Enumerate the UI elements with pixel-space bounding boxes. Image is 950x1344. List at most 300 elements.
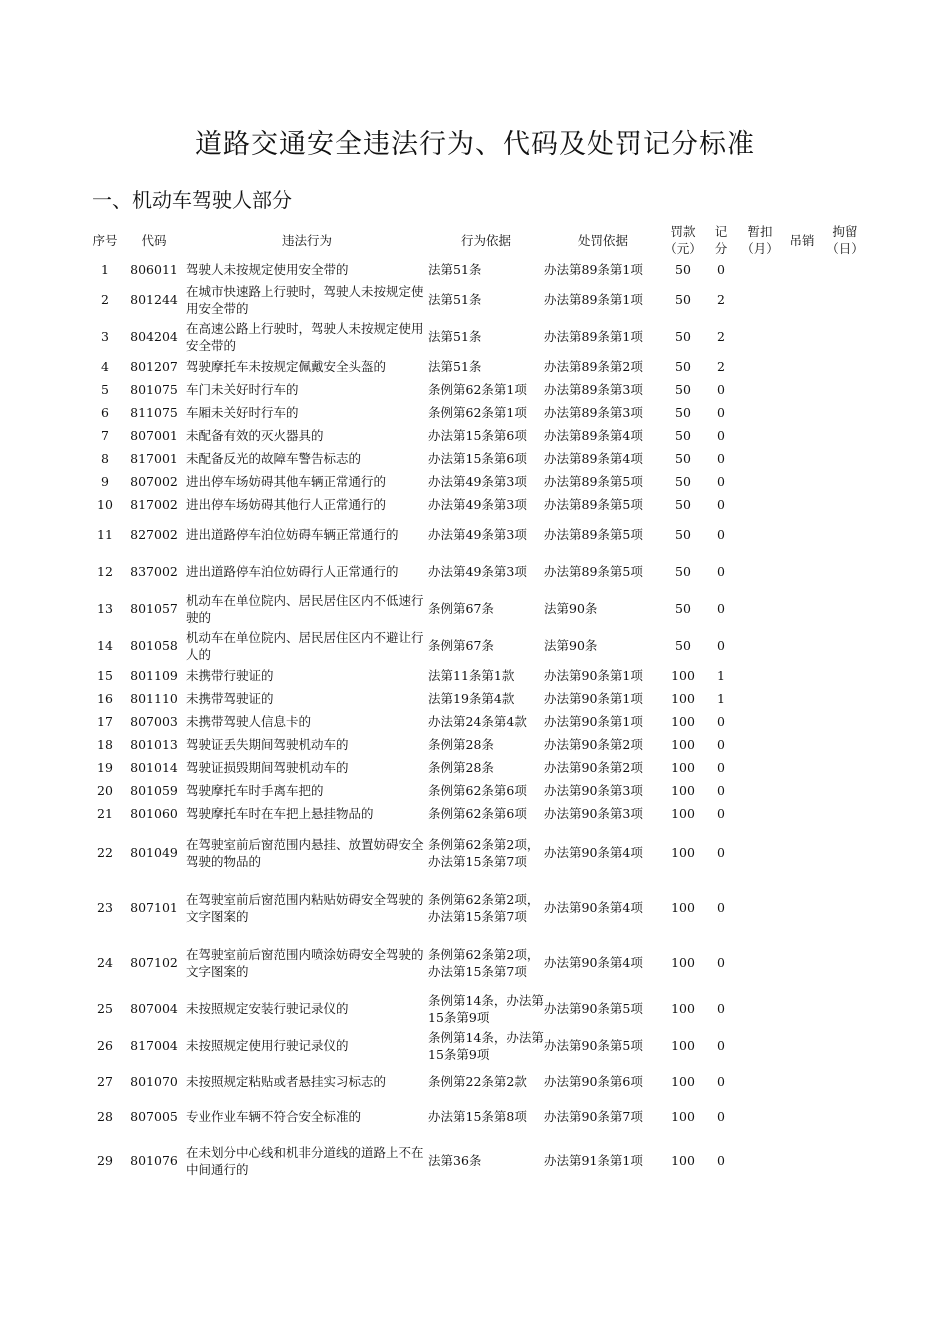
cell-basis: 条例第67条 [428,638,494,653]
cell-code: 801057 [130,601,178,616]
cell-detain [822,710,868,733]
table-row [88,627,868,664]
cell-basis: 办法第15条第6项 [428,428,527,443]
table-header-row [88,222,868,258]
cell-penalty: 法第90条 [544,601,598,616]
cell-fine: 100 [671,760,695,775]
cell-detain [822,825,868,880]
cell-act: 在驾驶室前后窗范围内粘贴妨碍安全驾驶的文字图案的 [186,891,424,924]
cell-points: 0 [717,405,725,420]
cell-code: 801244 [130,292,178,307]
table-row [88,880,868,935]
header-act: 违法行为 [281,232,332,248]
cell-basis: 条例第22条第2款 [428,1073,527,1089]
cell-penalty: 办法第90条第4项 [544,955,643,970]
cell-fine: 50 [675,359,691,374]
table-row [88,733,868,756]
cell-act: 未按照规定安装行驶记录仪的 [186,1001,349,1016]
cell-penalty: 办法第90条第7项 [544,1109,643,1124]
cell-suspend [738,553,782,590]
cell-basis: 法第51条 [428,359,482,374]
cell-code: 801058 [130,638,178,653]
cell-revoke [782,516,822,553]
cell-fine: 100 [671,1109,695,1124]
cell-basis: 条例第14条，办法第15条第9项 [428,1029,544,1062]
cell-detain [822,424,868,447]
cell-code: 817002 [130,497,178,512]
cell-suspend [738,756,782,779]
cell-fine: 50 [675,638,691,653]
cell-revoke [782,281,822,318]
cell-revoke [782,470,822,493]
cell-code: 807102 [130,955,178,970]
cell-revoke [782,779,822,802]
cell-penalty: 办法第89条第3项 [544,382,643,397]
cell-fine: 100 [671,955,695,970]
cell-points: 0 [717,638,725,653]
cell-detain [822,880,868,935]
cell-no: 4 [101,359,109,374]
cell-revoke [782,493,822,516]
cell-code: 801076 [130,1153,178,1168]
cell-revoke [782,825,822,880]
cell-detain [822,802,868,825]
cell-penalty: 办法第90条第3项 [544,806,643,821]
cell-no: 5 [101,382,109,397]
cell-code: 801049 [130,845,178,860]
cell-suspend [738,1027,782,1064]
cell-act: 驾驶人未按规定使用安全带的 [186,262,349,277]
cell-revoke [782,1064,822,1098]
table-row [88,1135,868,1186]
cell-suspend [738,733,782,756]
cell-basis: 条例第62条第6项 [428,806,527,821]
cell-revoke [782,1135,822,1186]
table-row [88,802,868,825]
cell-penalty: 办法第89条第5项 [544,527,643,542]
table-row [88,553,868,590]
cell-fine: 100 [671,737,695,752]
cell-revoke [782,687,822,710]
cell-fine: 50 [675,497,691,512]
cell-penalty: 办法第89条第5项 [544,474,643,489]
cell-code: 801013 [130,737,178,752]
cell-points: 0 [717,806,725,821]
cell-points: 0 [717,1038,725,1053]
cell-fine: 50 [675,601,691,616]
cell-act: 未按照规定使用行驶记录仪的 [186,1038,349,1053]
cell-penalty: 办法第90条第5项 [544,1001,643,1016]
cell-detain [822,756,868,779]
cell-detain [822,470,868,493]
cell-suspend [738,990,782,1027]
cell-points: 0 [717,428,725,443]
cell-no: 7 [101,428,109,443]
cell-no: 16 [97,691,113,706]
cell-revoke [782,355,822,378]
cell-no: 25 [97,1001,113,1016]
cell-act: 未携带驾驶人信息卡的 [186,714,312,729]
cell-basis: 办法第49条第3项 [428,564,527,579]
cell-penalty: 办法第90条第4项 [544,900,643,915]
cell-points: 0 [717,1153,725,1168]
cell-points: 0 [717,451,725,466]
table-row [88,424,868,447]
cell-detain [822,318,868,355]
cell-detain [822,378,868,401]
cell-suspend [738,258,782,281]
table-row [88,378,868,401]
cell-suspend [738,424,782,447]
cell-fine: 100 [671,1073,695,1089]
cell-code: 801110 [130,691,178,706]
cell-no: 27 [97,1073,113,1089]
cell-code: 801060 [130,806,178,821]
cell-points: 0 [717,714,725,729]
cell-no: 28 [97,1109,113,1124]
cell-suspend [738,590,782,627]
cell-no: 18 [97,737,113,752]
cell-basis: 办法第15条第8项 [428,1109,527,1124]
cell-points: 0 [717,1073,725,1089]
document-title: 道路交通安全违法行为、代码及处罚记分标准 [195,129,755,160]
cell-act: 机动车在单位院内、居民居住区内不低速行驶的 [186,592,424,625]
cell-detain [822,447,868,470]
cell-basis: 办法第49条第3项 [428,474,527,489]
cell-penalty: 法第90条 [544,638,598,653]
table-row [88,355,868,378]
cell-code: 807101 [130,900,178,915]
cell-code: 827002 [130,527,178,542]
table-row [88,516,868,553]
section-title: 一、机动车驾驶人部分 [92,188,292,212]
cell-suspend [738,880,782,935]
cell-detain [822,990,868,1027]
cell-basis: 法第36条 [428,1153,482,1168]
cell-fine: 100 [671,1153,695,1168]
cell-basis: 条例第62条第2项，办法第15条第7项 [428,946,540,979]
table-row [88,687,868,710]
cell-suspend [738,664,782,687]
table-row [88,447,868,470]
cell-no: 20 [97,783,113,798]
cell-fine: 50 [675,262,691,277]
cell-act: 进出道路停车泊位妨碍车辆正常通行的 [186,527,399,542]
cell-act: 驾驶证损毁期间驾驶机动车的 [186,760,349,775]
cell-detain [822,1135,868,1186]
table-row [88,710,868,733]
cell-code: 801059 [130,783,178,798]
table-row [88,318,868,355]
cell-suspend [738,935,782,990]
cell-penalty: 办法第90条第5项 [544,1038,643,1053]
cell-detain [822,516,868,553]
cell-points: 2 [717,329,725,344]
cell-act: 驾驶证丢失期间驾驶机动车的 [186,737,349,752]
header-suspend: 暂扣 （月） [741,224,779,256]
header-fine: 罚款 （元） [664,224,702,256]
cell-detain [822,258,868,281]
cell-fine: 50 [675,428,691,443]
header-detain: 拘留 （日） [826,224,864,256]
cell-points: 0 [717,527,725,542]
cell-suspend [738,281,782,318]
table-row [88,493,868,516]
cell-points: 0 [717,497,725,512]
header-revoke: 吊销 [789,232,815,248]
header-no: 序号 [92,232,118,248]
cell-suspend [738,516,782,553]
table-row [88,401,868,424]
cell-fine: 50 [675,564,691,579]
cell-code: 817001 [130,451,178,466]
cell-act: 驾驶摩托车未按规定佩戴安全头盔的 [186,359,387,374]
cell-act: 未携带行驶证的 [186,668,274,683]
cell-act: 未配备反光的故障车警告标志的 [186,451,362,466]
cell-suspend [738,401,782,424]
table-row [88,779,868,802]
cell-code: 807002 [130,474,178,489]
cell-points: 0 [717,737,725,752]
cell-detain [822,590,868,627]
cell-penalty: 办法第89条第1项 [544,262,643,277]
cell-detain [822,687,868,710]
cell-points: 0 [717,955,725,970]
cell-code: 817004 [130,1038,178,1053]
cell-code: 807004 [130,1001,178,1016]
cell-no: 24 [97,955,113,970]
cell-code: 807001 [130,428,178,443]
cell-code: 804204 [130,329,178,344]
header-points: 记 分 [714,224,728,256]
table-row [88,990,868,1027]
cell-fine: 100 [671,691,695,706]
cell-points: 0 [717,1001,725,1016]
table-row [88,1098,868,1135]
cell-no: 6 [101,405,109,420]
cell-no: 3 [101,329,109,344]
cell-penalty: 办法第90条第1项 [544,691,643,706]
cell-no: 19 [97,760,113,775]
cell-suspend [738,1064,782,1098]
cell-act: 进出道路停车泊位妨碍行人正常通行的 [186,564,399,579]
cell-act: 在未划分中心线和机非分道线的道路上不在中间通行的 [186,1144,424,1177]
cell-act: 在高速公路上行驶时，驾驶人未按规定使用安全带的 [186,320,424,353]
cell-revoke [782,318,822,355]
cell-points: 1 [717,668,725,683]
cell-revoke [782,447,822,470]
cell-suspend [738,802,782,825]
cell-revoke [782,553,822,590]
cell-detain [822,401,868,424]
cell-code: 807005 [130,1109,178,1124]
cell-penalty: 办法第89条第4项 [544,451,643,466]
table-row [88,935,868,990]
cell-no: 29 [97,1153,113,1168]
cell-basis: 办法第49条第3项 [428,497,527,512]
cell-detain [822,1098,868,1135]
cell-act: 未携带驾驶证的 [186,691,274,706]
cell-detain [822,1064,868,1098]
cell-basis: 法第51条 [428,329,482,344]
cell-fine: 50 [675,382,691,397]
cell-penalty: 办法第90条第3项 [544,783,643,798]
cell-no: 17 [97,714,113,729]
cell-detain [822,733,868,756]
cell-points: 0 [717,601,725,616]
cell-revoke [782,710,822,733]
cell-act: 驾驶摩托车时在车把上悬挂物品的 [186,806,374,821]
cell-suspend [738,378,782,401]
cell-basis: 条例第28条 [428,760,494,775]
cell-fine: 100 [671,806,695,821]
cell-act: 在城市快速路上行驶时，驾驶人未按规定使用安全带的 [186,283,424,316]
cell-act: 进出停车场妨碍其他行人正常通行的 [186,497,387,512]
cell-penalty: 办法第89条第4项 [544,428,643,443]
cell-revoke [782,733,822,756]
cell-fine: 50 [675,292,691,307]
cell-fine: 50 [675,527,691,542]
cell-suspend [738,493,782,516]
cell-detain [822,664,868,687]
cell-no: 13 [97,601,113,616]
cell-basis: 条例第62条第2项，办法第15条第7项 [428,891,540,924]
cell-code: 801070 [130,1073,178,1089]
cell-code: 837002 [130,564,178,579]
cell-suspend [738,687,782,710]
cell-act: 未按照规定粘贴或者悬挂实习标志的 [186,1073,387,1089]
cell-revoke [782,1027,822,1064]
cell-act: 驾驶摩托车时手离车把的 [186,783,324,798]
cell-revoke [782,1098,822,1135]
cell-code: 801109 [130,668,178,683]
cell-fine: 50 [675,474,691,489]
cell-penalty: 办法第90条第4项 [544,845,643,860]
cell-no: 26 [97,1038,113,1053]
cell-penalty: 办法第90条第6项 [544,1073,643,1089]
cell-no: 12 [97,564,113,579]
cell-suspend [738,447,782,470]
table-row [88,825,868,880]
cell-revoke [782,802,822,825]
table-row [88,470,868,493]
cell-fine: 50 [675,329,691,344]
cell-basis: 条例第28条 [428,737,494,752]
cell-fine: 100 [671,1038,695,1053]
table-row [88,1027,868,1064]
cell-suspend [738,470,782,493]
cell-penalty: 办法第89条第5项 [544,564,643,579]
cell-basis: 条例第62条第1项 [428,405,527,420]
cell-basis: 条例第62条第1项 [428,382,527,397]
cell-no: 21 [97,806,113,821]
cell-detain [822,1027,868,1064]
cell-detain [822,355,868,378]
cell-points: 2 [717,359,725,374]
cell-basis: 条例第67条 [428,601,494,616]
cell-revoke [782,627,822,664]
cell-detain [822,493,868,516]
cell-suspend [738,1098,782,1135]
cell-points: 0 [717,474,725,489]
cell-basis: 条例第14条，办法第15条第9项 [428,992,544,1025]
cell-no: 11 [97,527,113,542]
cell-revoke [782,756,822,779]
cell-basis: 法第51条 [428,262,482,277]
cell-suspend [738,710,782,733]
cell-basis: 条例第62条第6项 [428,783,527,798]
cell-suspend [738,825,782,880]
cell-fine: 100 [671,845,695,860]
cell-detain [822,935,868,990]
cell-basis: 办法第24条第4款 [428,714,527,729]
cell-detain [822,627,868,664]
cell-act: 车门未关好时行车的 [186,382,299,397]
cell-revoke [782,424,822,447]
table-row [88,756,868,779]
cell-suspend [738,1135,782,1186]
cell-penalty: 办法第89条第2项 [544,359,643,374]
cell-points: 0 [717,564,725,579]
cell-act: 在驾驶室前后窗范围内悬挂、放置妨碍安全驾驶的物品的 [186,836,424,869]
cell-basis: 条例第62条第2项，办法第15条第7项 [428,836,540,869]
cell-no: 9 [101,474,109,489]
cell-fine: 50 [675,405,691,420]
cell-penalty: 办法第90条第2项 [544,760,643,775]
header-penalty: 处罚依据 [577,232,628,248]
cell-no: 23 [97,900,113,915]
cell-penalty: 办法第89条第1项 [544,292,643,307]
cell-act: 未配备有效的灭火器具的 [186,428,324,443]
cell-basis: 办法第49条第3项 [428,527,527,542]
cell-penalty: 办法第91条第1项 [544,1153,643,1168]
cell-act: 进出停车场妨碍其他车辆正常通行的 [186,474,387,489]
cell-points: 0 [717,783,725,798]
cell-suspend [738,627,782,664]
table-row [88,664,868,687]
cell-points: 0 [717,900,725,915]
table-row [88,281,868,318]
cell-fine: 50 [675,451,691,466]
cell-act: 专业作业车辆不符合安全标准的 [186,1109,362,1124]
table-row [88,258,868,281]
cell-points: 0 [717,845,725,860]
cell-points: 1 [717,691,725,706]
cell-revoke [782,590,822,627]
cell-fine: 100 [671,714,695,729]
cell-revoke [782,880,822,935]
cell-detain [822,779,868,802]
cell-act: 机动车在单位院内、居民居住区内不避让行人的 [186,629,424,662]
cell-fine: 100 [671,783,695,798]
cell-revoke [782,378,822,401]
table-row [88,1064,868,1098]
header-basis: 行为依据 [460,232,511,248]
cell-basis: 法第51条 [428,292,482,307]
cell-no: 15 [97,668,113,683]
cell-basis: 办法第15条第6项 [428,451,527,466]
cell-penalty: 办法第89条第3项 [544,405,643,420]
cell-suspend [738,318,782,355]
cell-revoke [782,990,822,1027]
cell-act: 在驾驶室前后窗范围内喷涂妨碍安全驾驶的文字图案的 [186,946,424,979]
cell-code: 806011 [130,262,178,277]
cell-revoke [782,664,822,687]
cell-fine: 100 [671,668,695,683]
cell-points: 2 [717,292,725,307]
cell-basis: 法第11条第1款 [428,668,515,683]
cell-code: 811075 [130,405,178,420]
